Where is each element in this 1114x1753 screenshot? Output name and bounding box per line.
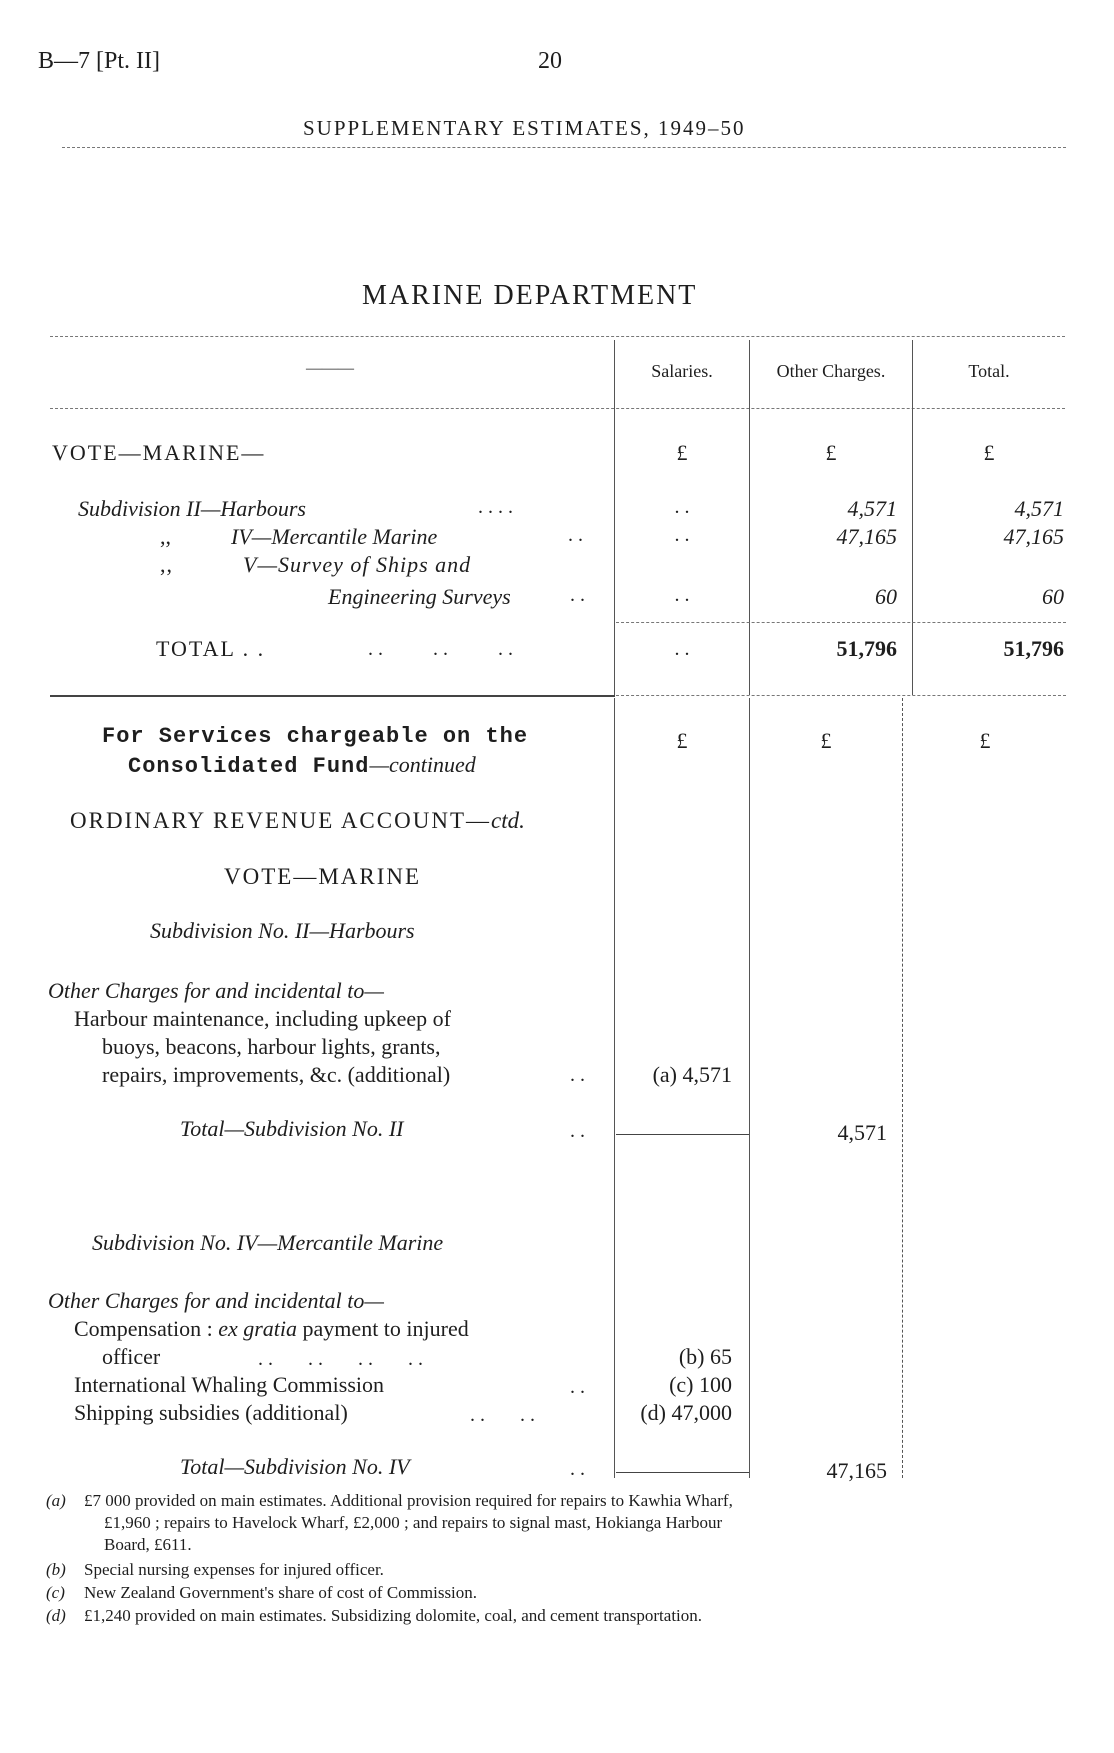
col-divider [614,698,615,1478]
subdivision-total-label: Total—Subdivision No. IV [180,1454,410,1479]
currency-other: £ [820,728,832,753]
item-value: (c) 100 [669,1372,732,1397]
footnote-mark: (d) [46,1606,66,1625]
row-total: 4,571 [1014,496,1064,521]
currency-total: £ [979,728,991,753]
currency-total: £ [983,440,995,465]
subdivision-title: Subdivision No. IV—Mercantile Marine [92,1230,444,1255]
row-other: 60 [875,584,897,609]
row-total: 60 [1042,584,1064,609]
item-leader: . . . . . . . . [258,1348,423,1370]
heading-text: Consolidated Fund [128,754,370,779]
header-rule [62,147,1066,148]
page-number: 20 [538,48,562,74]
footnote-text: £1,960 ; repairs to Havelock Wharf, £2,000 ; and repairs to signal mast, Hokianga Harbour [104,1513,723,1532]
row-label: Subdivision II—Harbours [78,496,306,521]
item-line: repairs, improvements, &c. (additional) [102,1062,451,1087]
total-total: 51,796 [1003,636,1064,661]
total-leader: . . [570,1120,585,1142]
subdivision-total-value: 4,571 [837,1120,887,1145]
subdivision-title: Subdivision No. II—Harbours [150,918,415,943]
row-label: Engineering Surveys [328,584,511,609]
footnote-mark: (c) [46,1583,65,1602]
item-value: (b) 65 [678,1344,732,1369]
subtotal-rule [616,1472,749,1473]
item-value: (a) 4,571 [652,1062,732,1087]
item-value: (d) 47,000 [640,1400,732,1425]
total-header: Total. [968,361,1010,381]
item-line: buoys, beacons, harbour lights, grants, [102,1034,441,1059]
blank-column-header: ——— [306,360,354,377]
mark: (a) [46,1491,66,1510]
services-heading-2 [128,752,476,779]
currency-salaries: £ [676,440,688,465]
row-leader: . . [568,524,583,546]
footnote-text: New Zealand Government's share of cost of Commission. [84,1583,478,1602]
total-leader: . . [570,1458,585,1480]
row-salaries: . . [674,496,690,518]
currency-other: £ [825,440,837,465]
vote-label: VOTE—MARINE— [52,440,266,465]
other-charges-header: Other Charges. [776,361,886,381]
footnote-text: £1,240 provided on main estimates. Subsidizing dolomite, coal, and cement transportation. [84,1606,703,1625]
document-reference: B—7 [Pt. II] [38,48,160,74]
total-row-label: TOTAL . . [156,636,266,661]
vote-heading: VOTE—MARINE [224,864,422,889]
account-name: ORDINARY REVENUE ACCOUNT— [70,808,491,833]
row-label: ,, IV—Mercantile Marine [160,524,438,549]
running-title: SUPPLEMENTARY ESTIMATES, 1949–50 [303,116,746,140]
item-line: Harbour maintenance, including upkeep of [74,1006,451,1031]
item-leader: . . . . [470,1404,535,1426]
row-salaries: . . [674,524,690,546]
heading-continued: —continued [369,752,476,777]
footnote-mark: (b) [46,1560,66,1579]
row-salaries: . . [674,584,690,606]
account-heading [70,808,525,834]
col-divider [902,698,903,1478]
text: payment to injured [297,1316,469,1341]
text-italic: ex gratia [218,1316,298,1341]
text: Compensation : [74,1316,219,1341]
subdivision-total-label: Total—Subdivision No. II [180,1116,404,1141]
item-leader: . . [570,1376,585,1398]
services-heading: For Services chargeable on the [102,724,529,749]
col-divider [614,340,615,695]
row-leader: . . . . [478,496,513,518]
table-top-rule [50,336,1065,337]
total-salaries: . . [674,638,690,660]
total-other: 51,796 [836,636,897,661]
account-ctd: ctd. [491,808,525,833]
currency-salaries: £ [676,728,688,753]
footnote-text: Board, £611. [104,1535,192,1554]
row-label: ,, V—Survey of Ships and [160,552,472,577]
item-line: Shipping subsidies (additional) [74,1400,348,1425]
col-divider [749,340,750,695]
col-divider [749,698,750,1478]
item-line: International Whaling Commission [74,1372,384,1397]
item-line [74,1316,469,1342]
row-other: 4,571 [847,496,897,521]
charges-intro: Other Charges for and incidental to— [48,1288,384,1313]
footnote-text: Special nursing expenses for injured officer. [84,1560,384,1579]
item-leader: . . [570,1064,585,1086]
item-line: officer [102,1344,161,1369]
salaries-header: Salaries. [651,361,713,381]
footnote-mark [46,1491,66,1511]
section-rule [50,695,615,697]
charges-intro: Other Charges for and incidental to— [48,978,384,1003]
total-rule [616,622,1066,623]
department-title: MARINE DEPARTMENT [362,280,698,311]
subdivision-total-value: 47,165 [826,1458,887,1483]
col-divider [912,340,913,695]
footnote-text: £7 000 provided on main estimates. Additional provision required for repairs to Kawhia Wharf, [84,1491,733,1510]
row-other: 47,165 [836,524,897,549]
total-row-leader: . . . . . . [368,638,513,660]
subtotal-rule [616,1134,749,1135]
row-leader: . . [570,584,585,606]
section-rule [616,695,1066,696]
row-total: 47,165 [1003,524,1064,549]
